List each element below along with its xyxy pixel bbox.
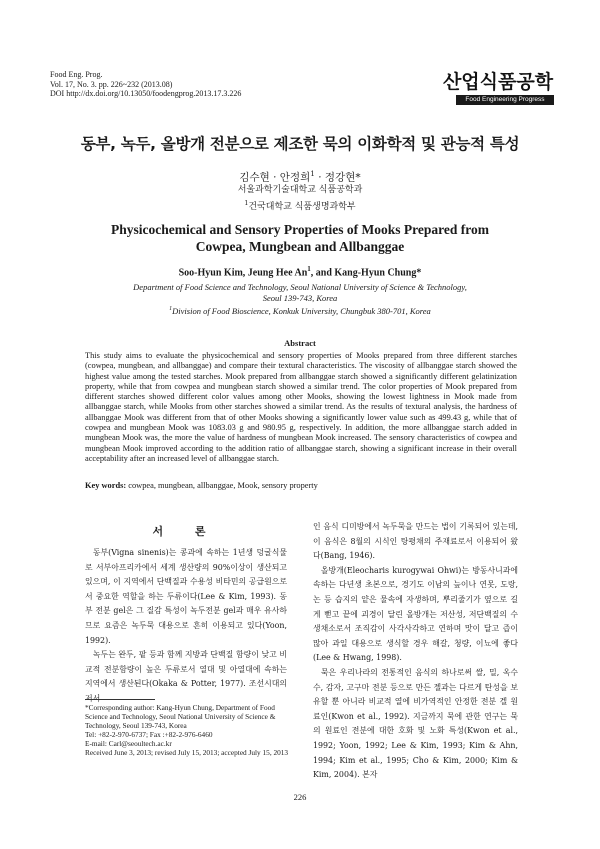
authors-korean-1: 김수현 · 안정희 xyxy=(239,171,311,184)
affiliation-english-3-text: Division of Food Bioscience, Konkuk University, Chungbuk 380-701, Korea xyxy=(172,305,431,316)
abstract-body: This study aims to evaluate the physicochemical and sensory properties of Mooks prepared from three different starches (cowpea, mungbean, and allbanggae) and compare their textural characteristics. The viscosity of allbanggae starch showed the highest value among the tested starches. Mook prepared from allbanggae starch showed a significantly different gelatinization property, while that from cowpea and mungbean starch showed a similar trend. The color properties of Mook prepared from different starches showed different color values among other Mooks, showing the lowest lightness in Mook made from allbanggae starch, while Mooks from other starches showed a similar trend. As the results of textural analysis, the hardness of allbanggae Mook was different from that of other Mooks showing a significantly lower value such as 499.43 g, while that of cowpea and mungbean Mook was 1083.03 g and 980.95 g, respectively. In addition, the more allbanggae starch added in mungbean Mook was, the more the value of hardness of mungbean Mook increased. The sensory characteristics of cowpea and mungbean Mook improved according to the addition ratio of allbanggae starch, showing a significant increase in their overall acceptability after an increased level of allbanggae starch. xyxy=(85,351,517,463)
affiliation-korean-2-text: 건국대학교 식품생명과학부 xyxy=(248,202,356,212)
authors-korean-2: · 정강현* xyxy=(314,171,361,184)
footnote-corresponding: *Corresponding author: Kang-Hyun Chung, Department of Food Science and Technology, Seoul National University of Science & Technology, Seoul 139-743, Korea xyxy=(85,703,276,730)
affiliation-english-1: Department of Food Science and Technology, Seoul National University of Science & Technology, xyxy=(133,282,467,292)
title-english-line2: Cowpea, Mungbean and Allbanggae xyxy=(195,239,405,254)
journal-name: Food Eng. Prog. xyxy=(50,70,103,79)
title-english-line1: Physicochemical and Sensory Properties of Mooks Prepared from xyxy=(110,222,490,237)
authors-english-1: Soo-Hyun Kim, Jeung Hee An xyxy=(178,267,308,279)
abstract-heading: Abstract xyxy=(284,338,316,348)
authors-english xyxy=(0,265,600,278)
footnote-divider xyxy=(85,699,155,700)
title-english xyxy=(60,221,540,255)
journal-doi[interactable]: DOI http://dx.doi.org/10.13050/foodengprog.2013.17.3.226 xyxy=(50,89,242,98)
keywords-label: Key words: xyxy=(85,481,127,490)
footnote-email[interactable]: E-mail: Carl@seoultech.ac.kr xyxy=(85,738,172,748)
right-column xyxy=(313,520,518,783)
affiliation-korean-2 xyxy=(0,197,600,214)
logo-subtitle: Food Engineering Progress xyxy=(456,95,554,105)
left-paragraph-1: 동부(Vigna sinenis)는 콩과에 속하는 1년생 덩굴식물로 서부아프리카에서 세계 생산량의 90%이상이 생산되고 있으며, 이 지역에서 단백질과 수용성 비타민의 공급원으로서 중요한 역할을 하는 두류이다(Lee & Kim, 1993). 동부 전분 gel은 그 질감 특성이 녹두전분 gel과 매우 유사하므로 요즘은 녹두묵 대용으로 흔히 이용되고 있다(Yoon, 1992). xyxy=(85,548,287,645)
affiliation-korean-1: 서울과학기술대학교 식품공학과 xyxy=(237,185,363,195)
keywords-value: cowpea, mungbean, allbanggae, Mook, sensory property xyxy=(126,481,318,490)
affiliation-korean-sup: 1 xyxy=(244,200,249,207)
section-heading-introduction: 서 론 xyxy=(152,525,220,538)
authors-korean xyxy=(0,169,600,185)
left-paragraph-2: 녹두는 완두, 팥 등과 함께 지방과 단백질 함량이 낮고 비교적 전분함량이 높은 두류로서 열대 및 아열대에 속하는 지역에서 생산된다(Okaka & Potter, 1977). 조선시대의 저서 xyxy=(85,650,287,703)
footnote-phone: Tel: +82-2-970-6737; Fax :+82-2-976-6460 xyxy=(85,729,213,739)
journal-volume: Vol. 17, No. 3. pp. 226~232 (2013.08) xyxy=(50,79,173,89)
right-paragraph-1: 인 음식 디미방에서 녹두묵을 만드는 법이 기록되어 있는데, 이 음식은 8월의 시식인 탕평채의 주재료로서 이용되어 왔다(Bang, 1946). xyxy=(313,522,518,561)
journal-logo xyxy=(442,70,554,108)
affiliation-english-2: Seoul 139-743, Korea xyxy=(262,293,338,303)
affiliation-english-sup: 1 xyxy=(169,306,173,312)
right-paragraph-3: 묵은 우리나라의 전통적인 음식의 하나로써 쌀, 밀, 옥수수, 감자, 고구마 전분 등으로 만든 젤과는 다르게 탄성을 보유할 뿐 아니라 비교적 열에 비가역적인 안정한 전분 겔 원료인(Kwon et al., 1992). 지금까지 묵에 관한 연구는 묵의 원료인 전분에 대한 호화 및 노화 특성(Kwon et al., 1992; Yoon, 1992; Lee & Kim, 1993; Kim & Ahn, 1994; Kim et al., 1995; Cho & Kim, 2000; Kim & Kim, 2004). 본자 xyxy=(313,667,518,780)
keywords xyxy=(85,481,517,490)
affiliation-english-3 xyxy=(0,304,600,317)
affiliations-korean xyxy=(0,184,600,214)
right-paragraph-2: 올방개(Eleocharis kurogywai Ohwi)는 방동사니과에 속하는 다년생 초본으로, 경기도 이남의 늪이나 연못, 도랑, 논 등 습지의 얕은 물속에 자생하며, 뿌리줄기가 옆으로 길게 뻗고 끝에 괴경이 달린 올방개는 저산성, 저단백질의 수생채소로서 조직감이 사각사각하고 연하며 맛이 달고 즙이 많아 과일 대용으로 생식할 경우 해갈, 청량, 이뇨에 좋다(Lee & Hwang, 1998). xyxy=(313,565,518,663)
authors-english-2: , and Kang-Hyun Chung* xyxy=(310,267,422,279)
authors-korean-sup: 1 xyxy=(310,169,315,178)
journal-header xyxy=(50,70,241,99)
footnote-received: Received June 3, 2013; revised July 15, 2013; accepted July 15, 2013 xyxy=(85,747,289,757)
page-number: 226 xyxy=(293,792,307,802)
title-korean: 동부, 녹두, 올방개 전분으로 제조한 묵의 이화학적 및 관능적 특성 xyxy=(80,135,520,153)
left-column xyxy=(85,546,287,707)
affiliations-english xyxy=(0,282,600,317)
authors-english-sup: 1 xyxy=(307,265,311,273)
logo-title: 산업식품공학 xyxy=(442,71,554,93)
footnote xyxy=(85,704,290,757)
